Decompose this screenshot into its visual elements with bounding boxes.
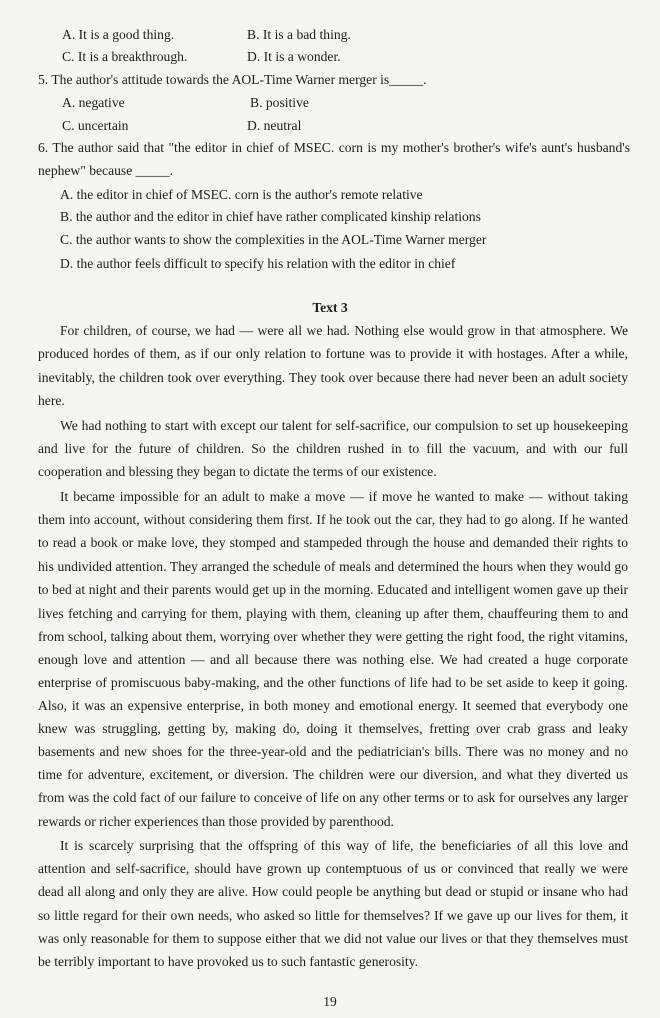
passage-line: We had nothing to start with except our talent for self-sacrifice, our compulsion to set up housekeeping bbox=[60, 418, 628, 433]
passage-line: For children, of course, we had — were all we had. Nothing else would grow in that atmosphere. We bbox=[60, 323, 628, 338]
question-stem-line: 6. The author said that "the editor in chief of MSEC. corn is my mother's brother's wife's aunt's husband's bbox=[38, 140, 630, 155]
option-c: C. the author wants to show the complexities in the AOL-Time Warner merger bbox=[60, 232, 487, 247]
option-b: B. positive bbox=[250, 95, 309, 110]
passage-line: produced hordes of them, as if our only relation to fortune was to provide it with hostages. After a while, bbox=[38, 346, 628, 361]
passage-line: and live for the future of children. So the children rushed in to fill the vacuum, and with our full bbox=[38, 441, 628, 456]
section-heading: Text 3 bbox=[312, 300, 348, 315]
passage-line: rewards or richer experiences than those provided by parenthood. bbox=[38, 814, 394, 829]
passage-line: from school, talking about them, worrying over whether they were getting the right food, the right vitamins, bbox=[38, 629, 628, 644]
option-b: B. It is a bad thing. bbox=[247, 27, 351, 42]
passage-line: time for adventure, excitement, or diversion. The children were our diversion, and what they diverted us bbox=[38, 767, 628, 782]
question-stem-line: nephew" because _____. bbox=[38, 163, 174, 178]
passage-line: so little regard for their own needs, who asked so little for themselves? If we gave up our lives for them, it bbox=[38, 908, 628, 923]
passage-line: It became impossible for an adult to make a move — if move he wanted to make — without taking bbox=[60, 489, 628, 504]
passage-line: lives fetching and carrying for them, playing with them, cleaning up after them, chauffeuring them to and bbox=[38, 606, 628, 621]
option-d: D. neutral bbox=[247, 118, 302, 133]
question-stem: 5. The author's attitude towards the AOL-Time Warner merger is_____. bbox=[38, 72, 427, 87]
passage-line: inevitably, the children took over everything. They took over because there had never been an adult society bbox=[38, 370, 628, 385]
passage-line: to read a book or make love, they stomped and stampeded through the house and demanded their rights to bbox=[38, 535, 628, 550]
passage-line: here. bbox=[38, 393, 65, 408]
passage-line: from was the cold fact of our failure to conceive of life on any other terms or to ask for ourselves any larger bbox=[38, 790, 628, 805]
passage-line: to bed at night and their parents would get up in the morning. Educated and intelligent women gave up their bbox=[38, 582, 628, 597]
passage-line: his undivided attention. They arranged the schedule of meals and determined the hours when they would go bbox=[38, 559, 628, 574]
passage-line: attention and self-sacrifice, should have grown up contemptuous of us or convinced that really we were bbox=[38, 861, 628, 876]
passage-line: enterprise of promiscuous baby-making, and the other functions of life had to be set aside to keep it going. bbox=[38, 675, 628, 690]
option-c: C. It is a breakthrough. bbox=[62, 49, 188, 64]
passage-line: knew was struggling, getting by, making do, doing it themselves, fretting over crab grass and leaky bbox=[38, 721, 628, 736]
option-b: B. the author and the editor in chief have rather complicated kinship relations bbox=[60, 209, 481, 224]
option-d: D. the author feels difficult to specify his relation with the editor in chief bbox=[60, 256, 456, 271]
passage-line: cooperation and blessing they began to dictate the terms of our existence. bbox=[38, 464, 437, 479]
page-number: 19 bbox=[323, 994, 337, 1009]
passage-line: be terribly important to have provoked us to such fantastic generosity. bbox=[38, 954, 419, 969]
passage-line: was only reasonable for them to suppose either that we did not value our lives or that they themselves must bbox=[38, 931, 628, 946]
option-a: A. It is a good thing. bbox=[62, 27, 175, 42]
passage-line: Also, it was an expensive enterprise, in both money and emotional energy. It seemed that everybody one bbox=[38, 698, 628, 713]
option-d: D. It is a wonder. bbox=[247, 49, 341, 64]
option-a: A. the editor in chief of MSEC. corn is the author's remote relative bbox=[60, 187, 423, 202]
option-c: C. uncertain bbox=[62, 118, 129, 133]
option-a: A. negative bbox=[62, 95, 125, 110]
passage-line: enough love and attention — and all because there was nothing else. We had created a huge corporate bbox=[38, 652, 628, 667]
passage-line: them into account, without considering them first. If he took out the car, they had to go along. If he wanted bbox=[38, 512, 628, 527]
passage-line: It is scarcely surprising that the offspring of this way of life, the beneficiaries of all this love and bbox=[60, 838, 628, 853]
passage-line: dead all along and only they are alive. How could people be anything but dead or stupid or insane who had bbox=[38, 884, 628, 899]
passage-line: basements and new shoes for the three-year-old and the pediatrician's bills. There was no money and no bbox=[38, 744, 628, 759]
